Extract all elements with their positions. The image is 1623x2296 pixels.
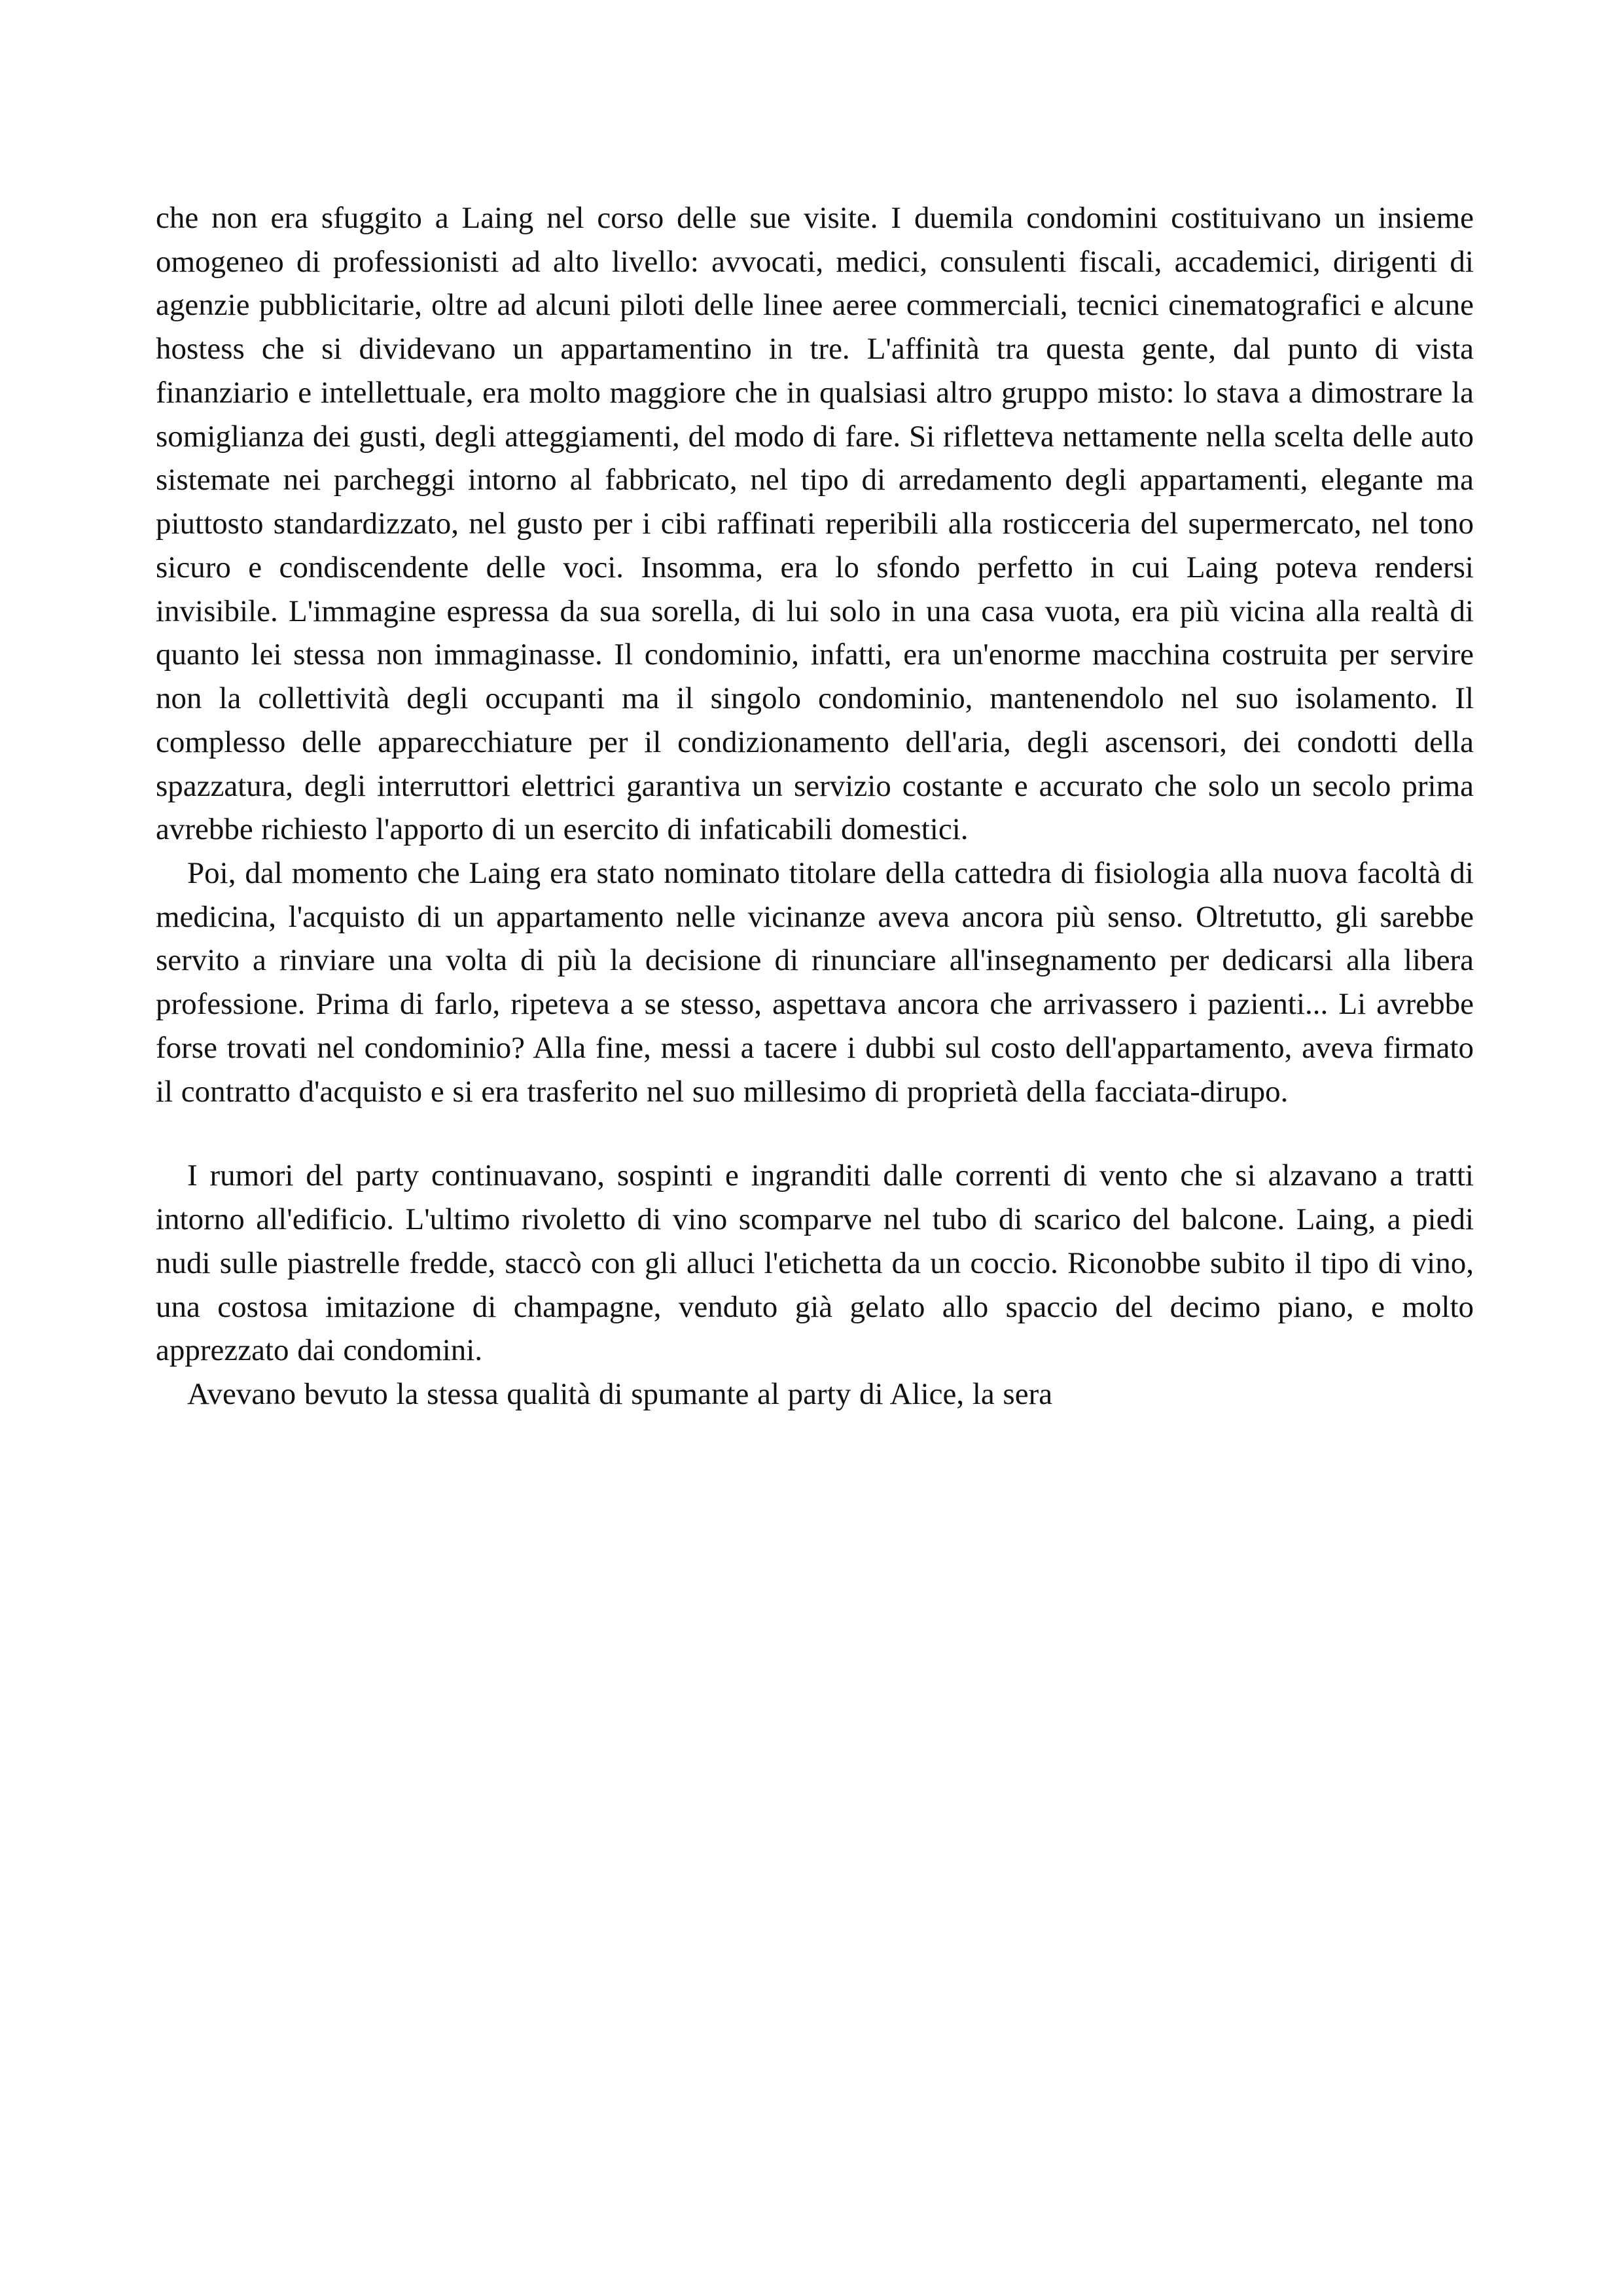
paragraph-3: I rumori del party continuavano, sospinti e ingranditi dalle correnti di vento che si alzavano a tratti intorno all'edificio. L'ultimo rivoletto di vino scomparve nel tubo di scarico del balcone. Laing, a piedi nudi sulle piastrelle fredde, staccò con gli alluci l'etichetta da un coccio. Riconobbe subito il tipo di vino, una costosa imitazione di champagne, venduto già gelato allo spaccio del decimo piano, e molto apprezzato dai condomini. [156,1158,1474,1368]
paragraph-2: Poi, dal momento che Laing era stato nominato titolare della cattedra di fisiologia alla nuova facoltà di medicina, l'acquisto di un appartamento nelle vicinanze aveva ancora più senso. Oltretutto, gli sarebbe servito a rinviare una volta di più la decisione di rinunciare all'insegnamento per dedicarsi alla libera professione. Prima di farlo, ripeteva a se stesso, aspettava ancora che arrivassero i pazienti... Li avrebbe forse trovati nel condominio? Alla fine, messi a tacere i dubbi sul costo dell'appartamento, aveva firmato il contratto d'acquisto e si era trasferito nel suo millesimo di proprietà della facciata-dirupo. [156,856,1474,1109]
paragraph-1: che non era sfuggito a Laing nel corso delle sue visite. I duemila condomini costituivano un insieme omogeneo di professionisti ad alto livello: avvocati, medici, consulenti fiscali, accademici, dirigenti di agenzie pubblicitarie, oltre ad alcuni piloti delle linee aeree commerciali, tecnici cinematografici e alcune hostess che si dividevano un appartamentino in tre. L'affinità tra questa gente, dal punto di vista finanziario e intellettuale, era molto maggiore che in qualsiasi altro gruppo misto: lo stava a dimostrare la somiglianza dei gusti, degli atteggiamenti, del modo di fare. Si rifletteva nettamente nella scelta delle auto sistemate nei parcheggi intorno al fabbricato, nel tipo di arredamento degli appartamenti, elegante ma piuttosto standardizzato, nel gusto per i cibi raffinati reperibili alla rosticceria del supermercato, nel tono sicuro e condiscendente delle voci. Insomma, era lo sfondo perfetto in cui Laing poteva rendersi invisibile. L'immagine espressa da sua sorella, di lui solo in una casa vuota, era più vicina alla realtà di quanto lei stessa non immaginasse. Il condominio, infatti, era un'enorme macchina costruita per servire non la collettività degli occupanti ma il singolo condominio, mantenendolo nel suo isolamento. Il complesso delle apparecchiature per il condizionamento dell'aria, degli ascensori, dei condotti della spazzatura, degli interruttori elettrici garantiva un servizio costante e accurato che solo un secolo prima avrebbe richiesto l'apporto di un esercito di infaticabili domestici. [156,201,1474,847]
paragraph-spacer [156,1113,1474,1154]
paragraph-4: Avevano bevuto la stessa qualità di spumante al party di Alice, la sera [187,1377,1053,1412]
body-text [156,196,1474,1416]
